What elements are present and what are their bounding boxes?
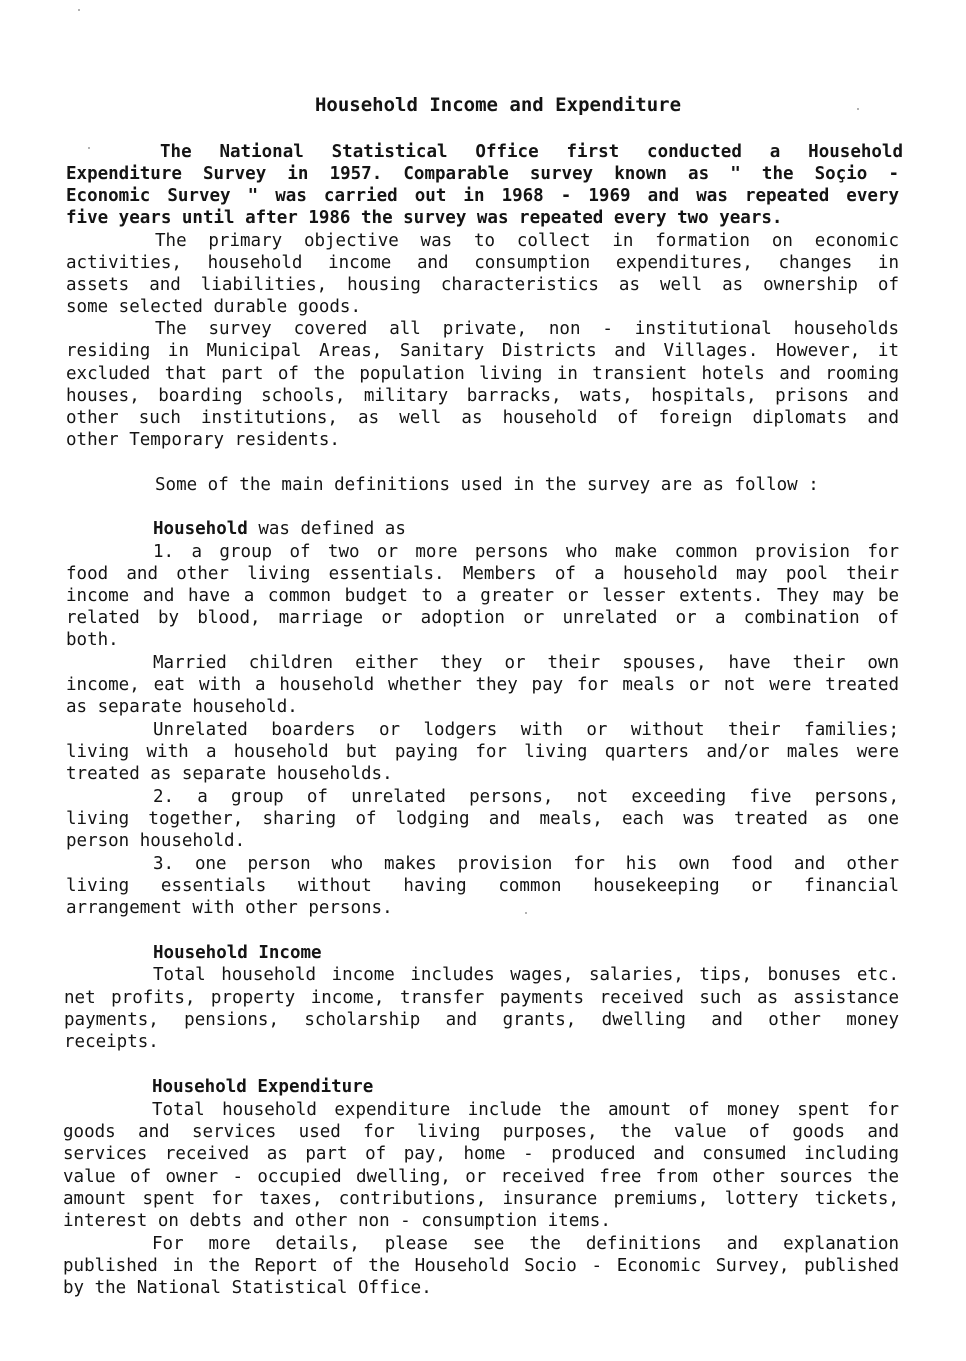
income-line: payments, pensions, scholarship and grants, dwelling and other money [64,1010,899,1030]
household-line: Unrelated boarders or lodgers with or without their families; [153,720,899,740]
income-line: receipts. [64,1032,159,1052]
household-line: living with a household but paying for living quarters and/or males were [66,742,899,762]
income-line: Total household income includes wages, salaries, tips, bonuses etc. [153,965,899,985]
household-line: income and have a common budget to a greater or lesser extents. They may be [66,586,899,606]
household-line: living together, sharing of lodging and meals, each was treated as one [66,809,899,829]
definitions-intro: Some of the main definitions used in the survey are as follow : [155,475,819,495]
household-line: Married children either they or their spouses, have their own [153,653,899,673]
household-line: income, eat with a household whether they pay for meals or not were treated [66,675,899,695]
intro-line: activities, household income and consumption expenditures, changes in [66,253,899,273]
intro-line: The primary objective was to collect in formation on economic [155,231,899,251]
intro-line: Expenditure Survey in 1957. Comparable survey known as " the Soçio - [66,164,899,184]
expenditure-line: Total household expenditure include the amount of money spent for [152,1100,899,1120]
expenditure-line: goods and services used for living purposes, the value of goods and [63,1122,899,1142]
intro-line: other such institutions, as well as household of foreign diplomats and [66,408,899,428]
household-line: 2. a group of unrelated persons, not exceeding five persons, [153,787,899,807]
expenditure-heading: Household Expenditure [152,1077,374,1097]
scan-speck [88,147,90,149]
income-heading: Household Income [153,943,322,963]
expenditure-line: interest on debts and other non - consumption items. [63,1211,611,1231]
household-line: related by blood, marriage or adoption or unrelated or a combination of [66,608,899,628]
expenditure-line: published in the Report of the Household Socio - Economic Survey, published [63,1256,899,1276]
household-line: as separate household. [66,697,298,717]
scan-speck [78,9,80,11]
household-line: 1. a group of two or more persons who make common provision for [153,542,899,562]
household-line: treated as separate households. [66,764,393,784]
intro-line: The survey covered all private, non - institutional households [155,319,899,339]
expenditure-line: by the National Statistical Office. [63,1278,432,1298]
page-title: Household Income and Expenditure [314,94,682,116]
expenditure-line: For more details, please see the definitions and explanation [152,1234,899,1254]
household-line: 3. one person who makes provision for his own food and other [153,854,899,874]
scan-speck [525,912,527,914]
household-line: person household. [66,831,246,851]
intro-line: Economic Survey " was carried out in 1968 - 1969 and was repeated every [66,186,899,206]
intro-line: The National Statistical Office first conducted a Household [160,142,903,162]
income-line: net profits, property income, transfer payments received such as assistance [64,988,899,1008]
expenditure-line: services received as part of pay, home - produced and consumed including [63,1144,899,1164]
household-line: living essentials without having common housekeeping or financial [66,876,899,896]
household-heading-rest: was defined as [247,519,406,539]
household-line: arrangement with other persons. [66,898,393,918]
household-heading [153,518,406,540]
household-line: both. [66,630,119,650]
intro-line: five years until after 1986 the survey was repeated every two years. [66,208,783,228]
household-heading-bold: Household [153,519,248,539]
intro-line: other Temporary residents. [66,430,340,450]
intro-line: assets and liabilities, housing characteristics as well as ownership of [66,275,899,295]
intro-line: some selected durable goods. [66,297,362,317]
household-line: food and other living essentials. Members of a household may pool their [66,564,899,584]
intro-line: excluded that part of the population living in transient hotels and rooming [66,364,899,384]
intro-line: houses, boarding schools, military barracks, wats, hospitals, prisons and [66,386,899,406]
expenditure-line: value of owner - occupied dwelling, or received free from other sources the [63,1167,899,1187]
expenditure-line: amount spent for taxes, contributions, insurance premiums, lottery tickets, [63,1189,899,1209]
intro-line: residing in Municipal Areas, Sanitary Districts and Villages. However, it [66,341,899,361]
